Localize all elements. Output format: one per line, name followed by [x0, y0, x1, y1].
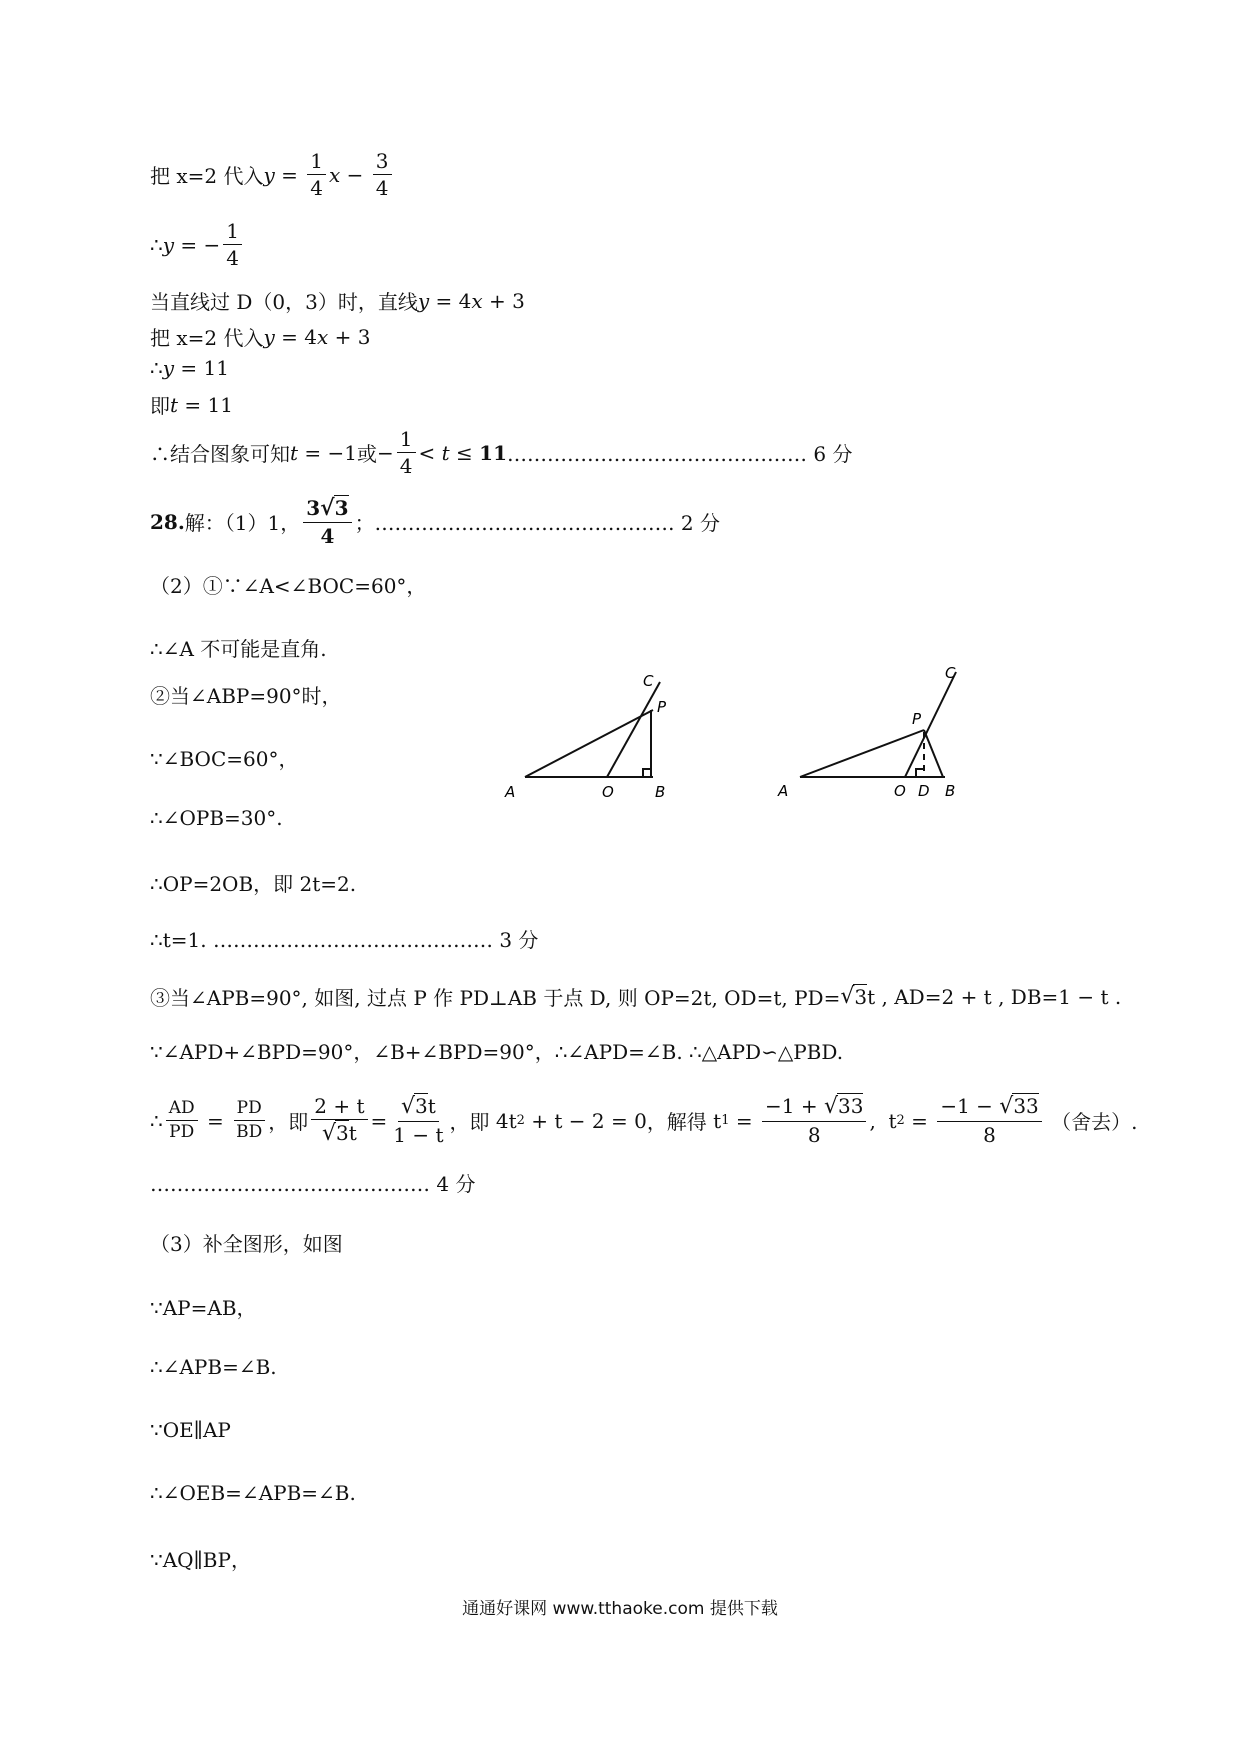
line-y-neg-quarter: ∴ y = − $\frac{1}{4}$: [150, 220, 245, 269]
label-p: P: [657, 698, 667, 716]
label-a: A: [505, 783, 516, 801]
figure-right-angle-at-p: [770, 662, 980, 810]
label-p: P: [912, 710, 922, 728]
line-conclusion: ∴结合图象可知 t = −1 或 − $\frac{1}{4}$ < t ≤ 11 ……………………………………… 6 分: [150, 427, 853, 478]
part2-step3: ②当∠ABP=90°时，: [150, 684, 342, 708]
label-d: D: [918, 782, 930, 800]
part3-step2: ∴∠APB=∠B.: [150, 1355, 277, 1379]
part2-step7: ∴t=1. …………………………………… 3 分: [150, 928, 539, 952]
figure-right-angle-at-b: [495, 672, 695, 810]
part2-step6: ∴OP=2OB，即 2t=2.: [150, 872, 357, 896]
part2-score: …………………………………… 4 分: [150, 1172, 476, 1196]
line-t-11: 即 t = 11: [150, 392, 233, 418]
question-28-part1: 28. 解：（1）1， $\frac{3√3}{4}$ ；……………………………………… 2 分: [150, 495, 721, 549]
label-o: O: [602, 783, 614, 801]
part3-step1: ∵AP=AB，: [150, 1296, 257, 1320]
page-footer: 通通好课网 www.tthaoke.com 提供下载: [462, 1599, 778, 1619]
score: ……………………………………… 6 分: [507, 442, 853, 466]
part2-step2: ∴∠A 不可能是直角.: [150, 637, 327, 661]
part3-step3: ∵OE∥AP: [150, 1418, 231, 1442]
score: ；……………………………………… 2 分: [354, 511, 721, 536]
label-c: C: [643, 672, 654, 690]
part2-step9: ∵∠APD+∠BPD=90°，∠B+∠BPD=90°，∴∠APD=∠B. ∴△APD∽△PBD.: [150, 1040, 844, 1064]
part2-step4: ∵∠BOC=60°，: [150, 747, 299, 771]
line-substitute-x2-b: 把 x=2 代入 y = 4 x + 3: [150, 324, 371, 350]
part2-proportion: ∴ $\frac{AD}{PD}$ = $\frac{PD}{BD}$ ，即 $\frac{2 + t}{√3t}$ = $\frac{√3t}{1 - t}$ ，即 4t 2 + t − 2 = 0 ，解得 t 1 = $\frac{-1 + √33}{8}$ , t 2 = $\frac{-1 - √33}{8}$ （舍去）.: [150, 1094, 1138, 1148]
line-substitute-x2-a: 把 x=2 代入 y = $\frac{1}{4}$ x − $\frac{3}{4}$: [150, 150, 395, 199]
line-y-11: ∴ y = 11: [150, 356, 229, 380]
line-text: 把 x=2 代入: [150, 164, 264, 188]
part2-step1: （2）①∵∠A<∠BOC=60°，: [150, 574, 427, 598]
label-a: A: [778, 782, 789, 800]
part3-step4: ∴∠OEB=∠APB=∠B.: [150, 1481, 356, 1505]
part3-intro: （3）补全图形，如图: [150, 1232, 343, 1256]
label-b: B: [945, 782, 956, 800]
label-b: B: [655, 783, 666, 801]
label-o: O: [894, 782, 906, 800]
label-c: C: [945, 664, 956, 682]
line-through-d: 当直线过 D（0，3）时，直线 y = 4 x + 3: [150, 288, 525, 314]
part2-step5: ∴∠OPB=30°.: [150, 806, 283, 830]
part2-step8: ③当∠APB=90°, 如图, 过点 P 作 PD⊥AB 于点 D, 则 OP=2t, OD=t, PD= √ 3 t , AD= 2 + t , DB=1 − t .: [150, 984, 1122, 1010]
part3-step5: ∵AQ∥BP，: [150, 1548, 251, 1572]
